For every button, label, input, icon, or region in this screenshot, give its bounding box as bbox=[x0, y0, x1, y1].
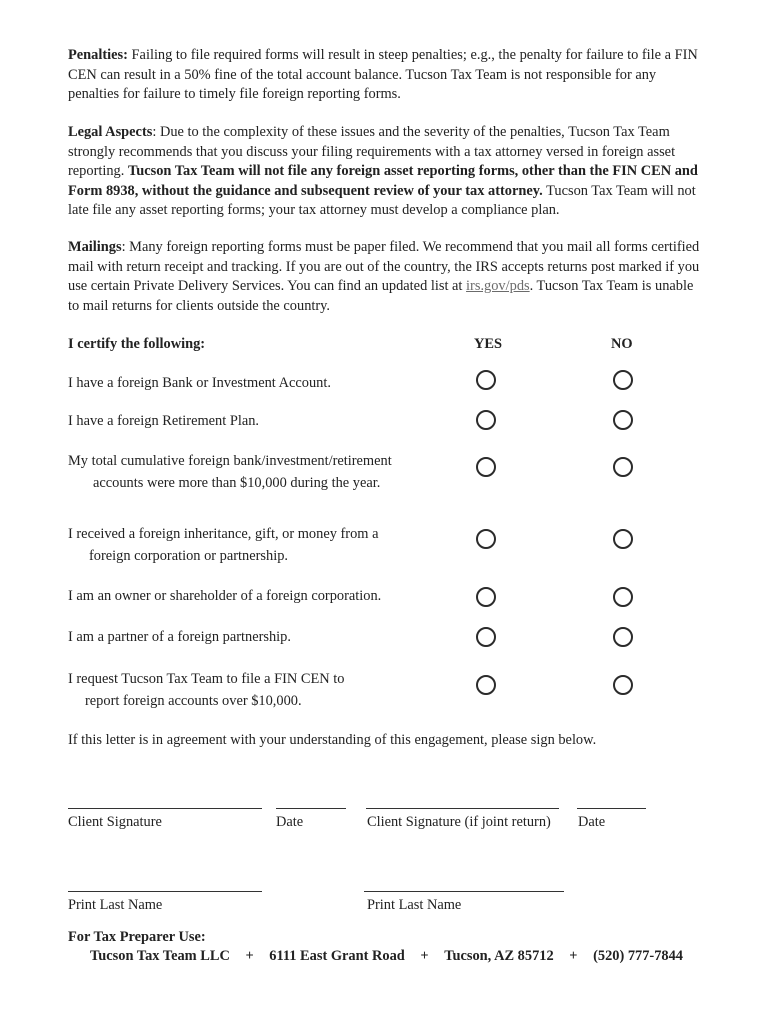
no-radio-foreign-bank[interactable] bbox=[613, 370, 633, 390]
question-line: I am a partner of a foreign partnership. bbox=[68, 629, 291, 645]
question-line: I have a foreign Bank or Investment Account. bbox=[68, 375, 331, 391]
date-label-2: Date bbox=[578, 814, 606, 830]
yes-radio-foreign-corporation[interactable] bbox=[476, 587, 496, 607]
footer-contact-line bbox=[90, 948, 683, 965]
question-line: My total cumulative foreign bank/investment/retirement bbox=[68, 453, 392, 469]
yes-radio-inheritance[interactable] bbox=[476, 529, 496, 549]
print-last-name-line-1[interactable] bbox=[68, 891, 262, 892]
joint-signature-label: Client Signature (if joint return) bbox=[367, 814, 551, 830]
question-line: I have a foreign Retirement Plan. bbox=[68, 413, 260, 429]
separator: + bbox=[569, 948, 578, 964]
mailings-heading: Mailings bbox=[68, 239, 122, 255]
no-radio-inheritance[interactable] bbox=[613, 529, 633, 549]
certify-heading: I certify the following: bbox=[68, 336, 206, 352]
penalties-heading: Penalties: bbox=[68, 47, 128, 63]
yes-radio-foreign-bank[interactable] bbox=[476, 370, 496, 390]
date-label-1: Date bbox=[276, 814, 304, 830]
no-radio-file-fincen[interactable] bbox=[613, 675, 633, 695]
question-over-10000 bbox=[68, 450, 392, 494]
yes-radio-retirement-plan[interactable] bbox=[476, 410, 496, 430]
no-radio-foreign-corporation[interactable] bbox=[613, 587, 633, 607]
print-last-name-label-2: Print Last Name bbox=[367, 897, 462, 913]
question-retirement-plan bbox=[68, 410, 259, 432]
no-radio-foreign-partnership[interactable] bbox=[613, 627, 633, 647]
date-line-1[interactable] bbox=[276, 808, 346, 809]
separator: + bbox=[420, 948, 429, 964]
tax-preparer-heading: For Tax Preparer Use: bbox=[68, 929, 206, 945]
question-line: I received a foreign inheritance, gift, or money from a bbox=[68, 526, 379, 542]
yes-radio-file-fincen[interactable] bbox=[476, 675, 496, 695]
question-line-continued: foreign corporation or partnership. bbox=[89, 548, 289, 564]
legal-aspects-paragraph bbox=[68, 123, 708, 221]
company-name: Tucson Tax Team LLC bbox=[90, 948, 230, 964]
yes-radio-foreign-partnership[interactable] bbox=[476, 627, 496, 647]
question-line-continued: report foreign accounts over $10,000. bbox=[85, 693, 302, 709]
mailings-text: : Many foreign reporting forms must be paper filed. We recommend that you mail all forms certified mail with return receipt and tracking. If you are out of the country, the IRS accepts returns post marked if you use certain Private Delivery Services. You can find an updated list at bbox=[68, 239, 700, 294]
penalties-paragraph bbox=[68, 46, 708, 105]
company-address: 6111 East Grant Road bbox=[269, 948, 405, 964]
legal-aspects-text: : Due to the complexity of these issues and the severity of the penalties, Tucson Tax Team strongly recommends that you discuss your filing requirements with a tax attorney versed in foreign asset reporting. bbox=[68, 124, 676, 179]
company-phone: (520) 777-7844 bbox=[593, 948, 684, 964]
question-line: I am an owner or shareholder of a foreign corporation. bbox=[68, 588, 382, 604]
question-file-fincen bbox=[68, 668, 344, 712]
no-radio-over-10000[interactable] bbox=[613, 457, 633, 477]
client-signature-line[interactable] bbox=[68, 808, 262, 809]
legal-aspects-text-end: Tucson Tax Team will not late file any asset reporting forms; your tax attorney must develop a compliance plan. bbox=[68, 182, 696, 218]
date-line-2[interactable] bbox=[577, 808, 646, 809]
joint-signature-line[interactable] bbox=[366, 808, 559, 809]
question-inheritance bbox=[68, 523, 378, 567]
yes-column-label: YES bbox=[474, 336, 502, 352]
question-foreign-corporation bbox=[68, 585, 381, 607]
irs-pds-link[interactable]: irs.gov/pds bbox=[466, 278, 530, 294]
separator: + bbox=[245, 948, 254, 964]
yes-radio-over-10000[interactable] bbox=[476, 457, 496, 477]
question-line-continued: accounts were more than $10,000 during the year. bbox=[93, 475, 381, 491]
legal-aspects-bold-text: Tucson Tax Team will not file any foreign asset reporting forms, other than the FIN CEN and Form 8938, without the guidance and subsequent review of your tax attorney. bbox=[68, 163, 698, 199]
no-radio-retirement-plan[interactable] bbox=[613, 410, 633, 430]
question-foreign-partnership bbox=[68, 626, 291, 648]
legal-aspects-heading: Legal Aspects bbox=[68, 124, 153, 140]
question-foreign-bank bbox=[68, 372, 331, 394]
company-city: Tucson, AZ 85712 bbox=[444, 948, 554, 964]
agreement-text: If this letter is in agreement with your understanding of this engagement, please sign below. bbox=[68, 732, 597, 748]
print-last-name-line-2[interactable] bbox=[364, 891, 564, 892]
question-line: I request Tucson Tax Team to file a FIN CEN to bbox=[68, 671, 345, 687]
mailings-text-end: . Tucson Tax Team is unable to mail returns for clients outside the country. bbox=[68, 278, 694, 314]
mailings-paragraph bbox=[68, 238, 708, 316]
print-last-name-label-1: Print Last Name bbox=[68, 897, 163, 913]
no-column-label: NO bbox=[611, 336, 633, 352]
client-signature-label: Client Signature bbox=[68, 814, 162, 830]
penalties-text: Failing to file required forms will result in steep penalties; e.g., the penalty for failure to file a FIN CEN can result in a 50% fine of the total account balance. Tucson Tax Team is not responsible for any penalties for failure to timely file foreign reporting forms. bbox=[68, 47, 698, 102]
